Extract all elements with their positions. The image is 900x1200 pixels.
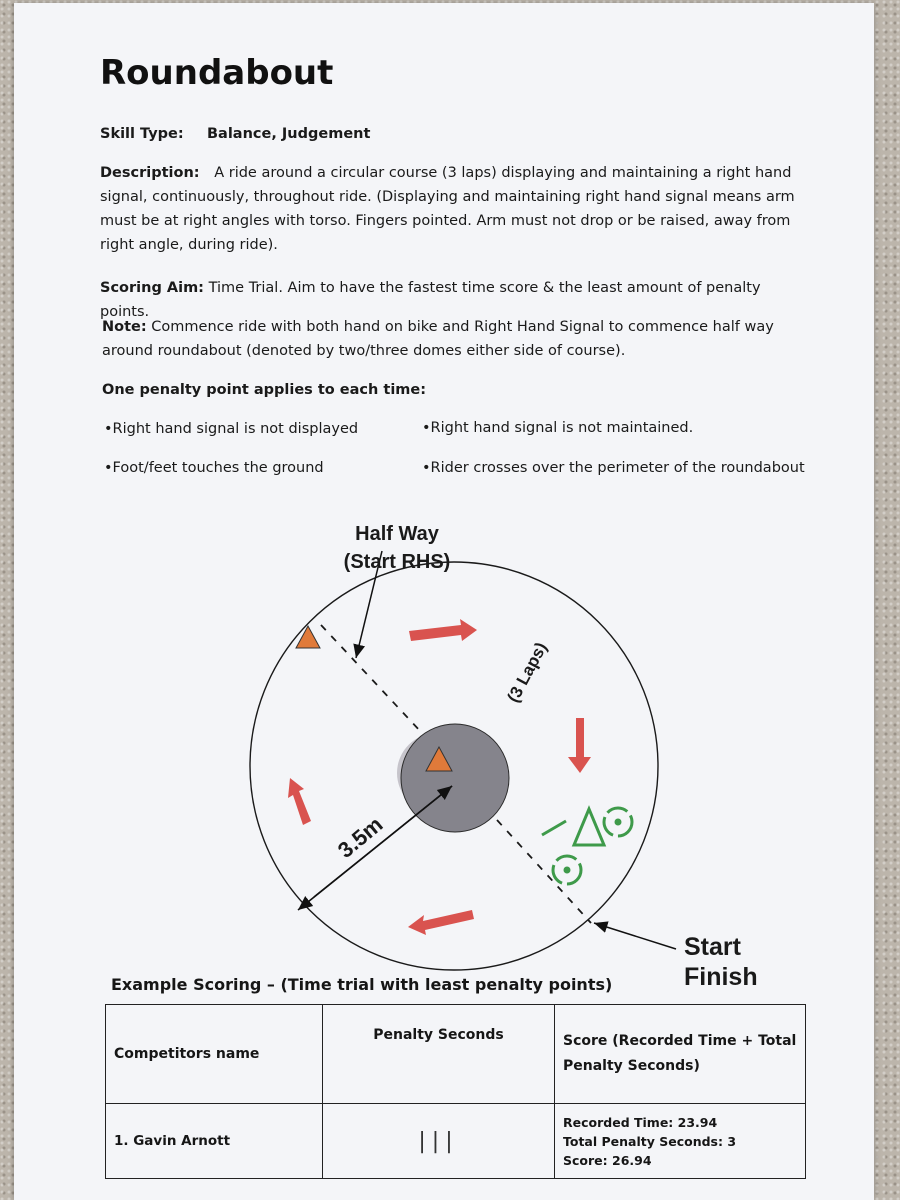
table-row	[106, 1104, 806, 1179]
center-island	[401, 724, 509, 832]
skill-type-label: Skill Type:	[100, 126, 184, 142]
penalty-item: •Right hand signal is not maintained.	[422, 420, 694, 436]
description-text: A ride around a circular course (3 laps) displaying and maintaining a right hand signal, continuously, throughout ride. (Displaying and maintaining right hand signal means arm must be at right angles with torso. Fingers pointed. Arm must not drop or be raised, away from right angle, during ride).	[100, 165, 795, 253]
recorded-time: Recorded Time: 23.94	[563, 1114, 718, 1130]
page-title: Roundabout	[100, 53, 334, 93]
halfway-sublabel: (Start RHS)	[343, 551, 451, 573]
skill-type-value: Balance, Judgement	[207, 126, 371, 142]
start-pointer	[594, 923, 676, 949]
bike-icon	[542, 808, 632, 884]
note-label: Note:	[102, 319, 147, 335]
finish-label: Finish	[684, 963, 758, 991]
header-score: Score (Recorded Time + Total Penalty Seconds)	[555, 1005, 806, 1104]
scoring-heading: Example Scoring – (Time trial with least penalty points)	[111, 975, 613, 994]
direction-arrow	[568, 718, 591, 773]
description-label: Description:	[100, 165, 200, 181]
halfway-dashed-line	[321, 625, 422, 733]
penalty-heading: One penalty point applies to each time:	[102, 382, 427, 398]
header-penalty: Penalty Seconds	[323, 1005, 555, 1104]
score-cell	[555, 1104, 806, 1179]
penalty-item: •Rider crosses over the perimeter of the roundabout	[422, 460, 805, 476]
total-penalty: Total Penalty Seconds: 3	[563, 1133, 737, 1149]
table-header-row	[106, 1005, 806, 1104]
scoring-aim-text: Time Trial. Aim to have the fastest time score & the least amount of penalty points.	[100, 280, 761, 320]
direction-arrow	[288, 778, 311, 825]
direction-arrow	[408, 910, 474, 935]
cone-marker	[296, 626, 320, 648]
penalty-item: •Foot/feet touches the ground	[104, 460, 324, 476]
scoring-aim-label: Scoring Aim:	[100, 280, 204, 296]
halfway-label: Half Way	[355, 523, 439, 545]
penalty-tally: |||	[323, 1104, 555, 1179]
note-text: Commence ride with both hand on bike and Right Hand Signal to commence half way around roundabout (denoted by two/three domes either side of course).	[102, 319, 774, 359]
direction-arrow	[409, 619, 477, 641]
header-competitor: Competitors name	[106, 1005, 323, 1104]
competitor-name: 1. Gavin Arnott	[106, 1104, 323, 1179]
start-label: Start	[684, 933, 741, 961]
laps-label: (3 Laps)	[503, 639, 551, 706]
scoring-table	[105, 1004, 806, 1179]
document-page	[14, 3, 874, 1200]
final-score: Score: 26.94	[563, 1152, 652, 1168]
penalty-item: •Right hand signal is not displayed	[104, 421, 359, 437]
radius-label: 3.5m	[332, 811, 388, 863]
